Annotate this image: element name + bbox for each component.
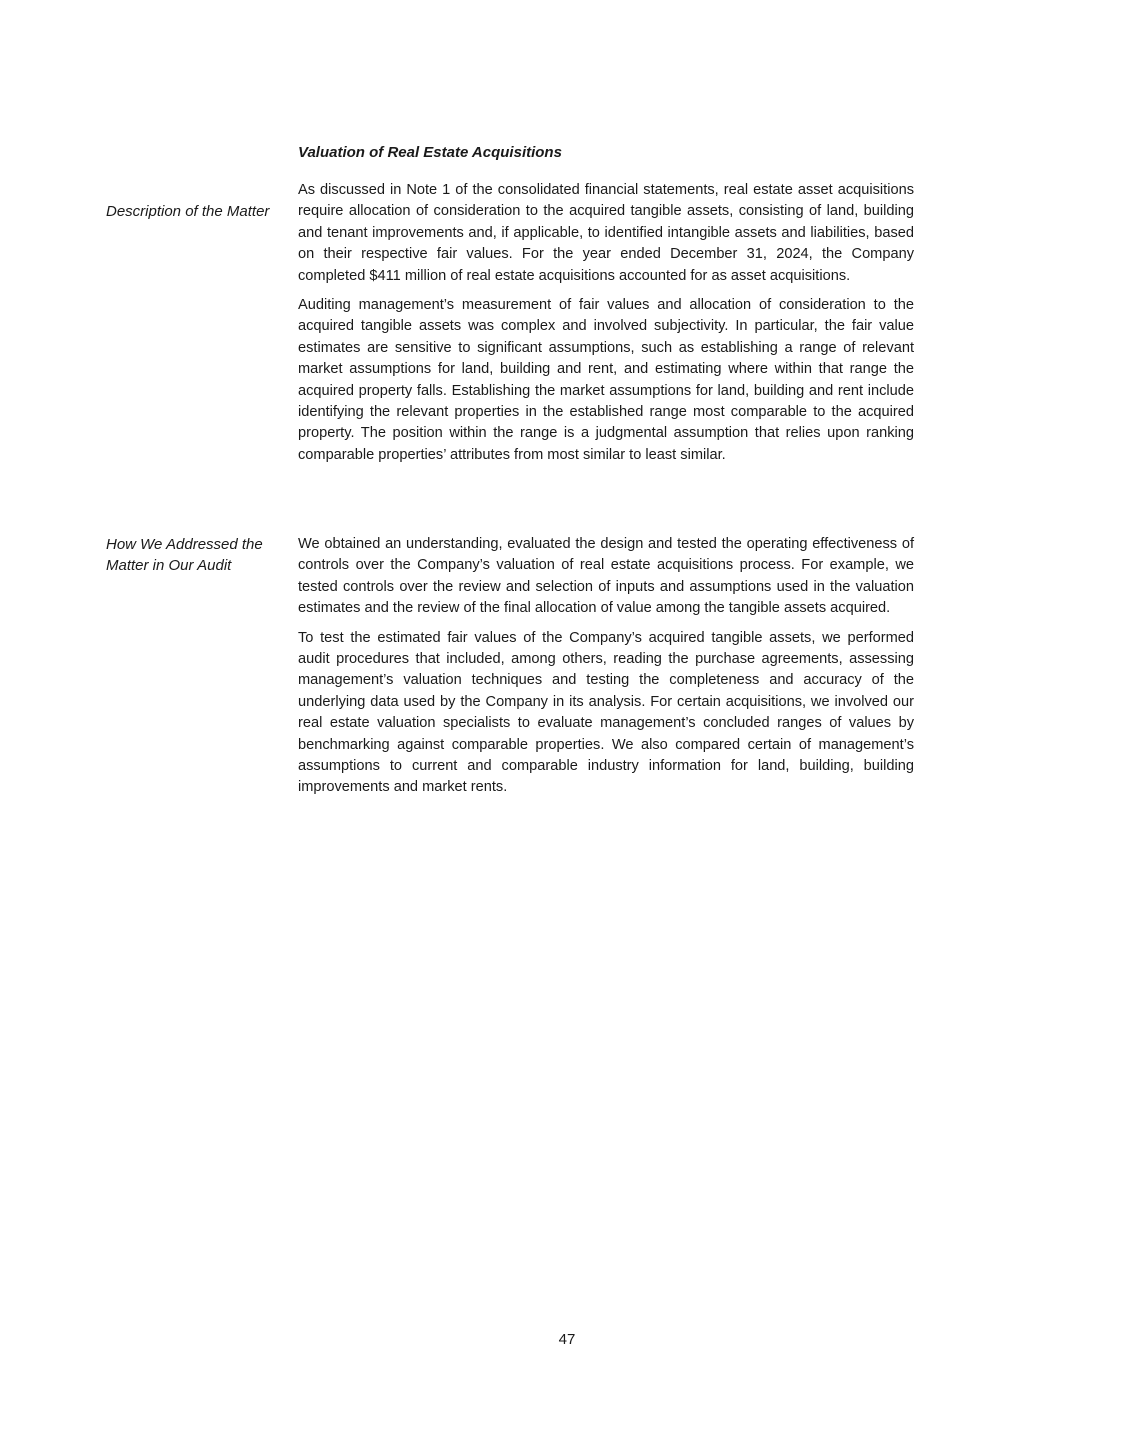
description-paragraph-1: As discussed in Note 1 of the consolidated financial statements, real estate asset acquisitions require allocation of consideration to the acquired tangible assets, consisting of land, building and tenant improvements and, if applicable, to identified intangible assets and liabilities, based on their respective fair values. For the year ended December 31, 2024, the Company completed $411 million of real estate acquisitions accounted for as asset acquisitions. xyxy=(298,182,914,284)
addressed-paragraph-1: We obtained an understanding, evaluated the design and tested the operating effectiveness of controls over the Company’s valuation of real estate acquisitions process. For example, we tested controls over the review and selection of inputs and assumptions used in the valuation estimates and the review of the final allocation of value among the tangible assets acquired. xyxy=(298,536,914,617)
addressed-paragraph-2: To test the estimated fair values of the Company’s acquired tangible assets, we performed audit procedures that included, among others, reading the purchase agreements, assessing management’s valuation techniques and testing the completeness and accuracy of the underlying data used by the Company in its analysis. For certain acquisitions, we involved our real estate valuation specialists to evaluate management’s concluded ranges of values by benchmarking against comparable properties. We also compared certain of management’s assumptions to current and comparable industry information for land, building, building improvements and market rents. xyxy=(298,629,914,796)
how-we-addressed-body xyxy=(298,534,914,807)
how-we-addressed-label: How We Addressed the Matter in Our Audit xyxy=(106,536,263,575)
page-number: 47 xyxy=(558,1331,576,1348)
description-of-matter-body xyxy=(298,180,914,474)
description-of-matter-label: Description of the Matter xyxy=(106,203,270,220)
section-title: Valuation of Real Estate Acquisitions xyxy=(298,144,562,161)
description-paragraph-2: Auditing management’s measurement of fair values and allocation of consideration to the acquired tangible assets was complex and involved subjectivity. In particular, the fair value estimates are sensitive to significant assumptions, such as establishing a range of relevant market assumptions for land, building and rent, and estimating where within that range the acquired property falls. Establishing the market assumptions for land, building and rent include identifying the relevant properties in the established range most comparable to the acquired property. The position within the range is a judgmental assumption that relies upon ranking comparable properties’ attributes from most similar to least similar. xyxy=(298,297,914,463)
